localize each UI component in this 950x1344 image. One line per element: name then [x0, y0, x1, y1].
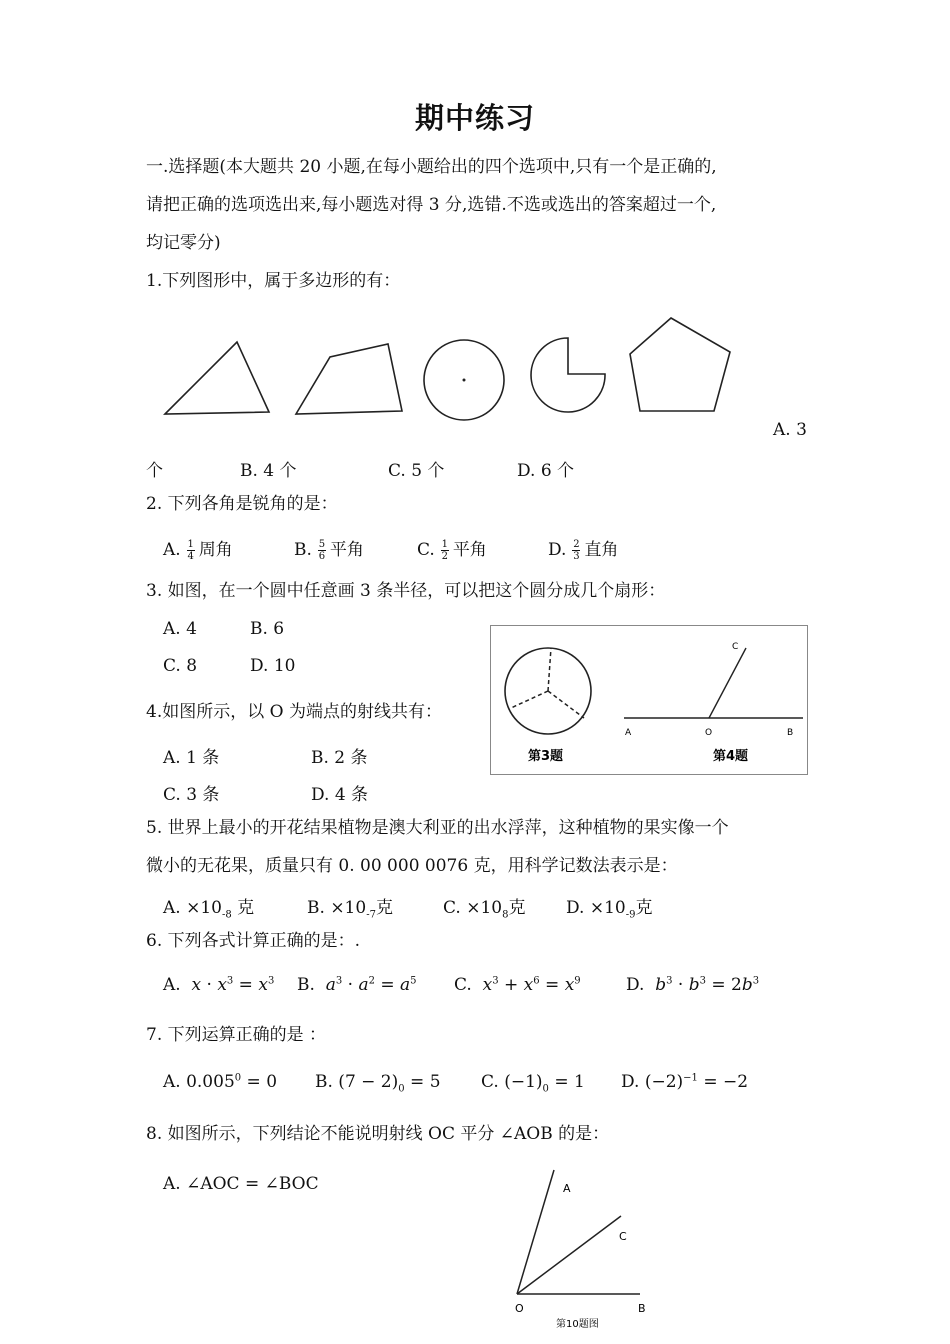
q7-option-a: A. $0.005^0 = 0$ — [163, 1072, 278, 1092]
q8-label-a: A — [563, 1182, 571, 1195]
q8-label-c: C — [619, 1230, 627, 1243]
q5-stem-line-2: 微小的无花果，质量只有 0. 00 000 0076 克，用科学记数法表示是： — [146, 856, 678, 876]
q4-label-o: O — [705, 728, 713, 738]
q3-stem: 3. 如图，在一个圆中任意画 3 条半径，可以把这个圆分成几个扇形： — [146, 581, 666, 601]
q3-q4-figures — [491, 626, 807, 774]
q3-figure-caption: 第3题 — [528, 749, 564, 764]
q5-option-d: D. $\times 10_{-9}$克 — [566, 898, 653, 921]
q7-stem: 7. 下列运算正确的是 ： — [146, 1025, 327, 1045]
section-intro-line-1: 一.选择题(本大题共 20 小题,在每小题给出的四个选项中,只有一个是正确的, — [146, 157, 717, 177]
circle-center-dot — [463, 379, 466, 382]
q5-stem-line-1: 5. 世界上最小的开花结果植物是澳大利亚的出水浮萍，这种植物的果实像一个 — [146, 818, 729, 838]
q4-option-b: B. 2 条 — [311, 748, 368, 768]
q3-option-a: A. 4 — [163, 619, 197, 639]
q8-label-b: B — [638, 1302, 646, 1315]
q4-label-a: A — [625, 728, 632, 738]
q3-option-c: C. 8 — [163, 656, 198, 676]
q5-option-c: C. $\times 10_8$克 — [443, 898, 526, 921]
q1-option-c: C. 5 个 — [388, 461, 445, 481]
q1-option-a-unit: 个 — [146, 461, 163, 481]
q6-stem: 6. 下列各式计算正确的是：. — [146, 931, 361, 951]
sector-shape — [531, 338, 605, 412]
q4-stem: 4.如图所示，以 O 为端点的射线共有： — [146, 702, 442, 722]
q8-angle-figure — [500, 1160, 670, 1344]
q8-figure-caption: 第10题图 — [556, 1319, 599, 1330]
q6-option-d: D. $b^3 \cdot b^3 = 2b^3$ — [626, 975, 760, 995]
q1-option-a: A. 3 — [773, 420, 807, 440]
q1-option-d: D. 6 个 — [517, 461, 575, 481]
q3-q4-figure-box — [490, 625, 808, 775]
q4-label-c: C — [732, 642, 739, 652]
q6-option-b: B. $a^3 \cdot a^2 = a^5$ — [297, 975, 417, 995]
q8-stem: 8. 如图所示，下列结论不能说明射线 OC 平分 ∠AOB 的是： — [146, 1124, 610, 1144]
section-intro-line-2: 请把正确的选项选出来,每小题选对得 3 分,选错.不选或选出的答案超过一个, — [146, 195, 717, 215]
q5-option-b: B. $\times 10_{-7}$克 — [307, 898, 393, 921]
q2-option-c: C. $\frac{1}{2}$ 平角 — [417, 539, 487, 562]
q7-option-d: D. $(-2)^{-1} = -2$ — [621, 1072, 749, 1092]
section-intro-line-3: 均记零分) — [146, 233, 221, 253]
q2-option-a: A. $\frac{1}{4}$ 周角 — [163, 539, 233, 562]
q2-stem: 2. 下列各角是锐角的是： — [146, 494, 338, 514]
q6-option-c: C. $x^3 + x^6 = x^9$ — [454, 975, 581, 995]
q4-label-b: B — [787, 728, 794, 738]
q1-stem: 1.下列图形中，属于多边形的有： — [146, 271, 401, 291]
q1-option-b: B. 4 个 — [240, 461, 297, 481]
quadrilateral-shape — [296, 344, 402, 414]
q1-shapes-figure — [150, 310, 750, 422]
q5-option-a: A. $\times 10_{-8}$ 克 — [163, 898, 255, 921]
q3-option-d: D. 10 — [250, 656, 296, 676]
q7-option-b: B. $(7 - 2)_0 = 5$ — [315, 1072, 441, 1095]
q4-figure-caption: 第4题 — [713, 749, 749, 764]
q8-option-a: A. ∠AOC = ∠BOC — [163, 1174, 319, 1194]
page-title: 期中练习 — [414, 101, 535, 135]
q6-option-a: A. $x \cdot x^3 = x^3$ — [163, 975, 275, 995]
q3-option-b: B. 6 — [250, 619, 285, 639]
q8-label-o: O — [515, 1302, 524, 1315]
q4-option-c: C. 3 条 — [163, 785, 220, 805]
q4-option-d: D. 4 条 — [311, 785, 369, 805]
triangle-shape — [165, 342, 269, 414]
pentagon-shape — [630, 318, 730, 411]
q2-option-b: B. $\frac{5}{6}$ 平角 — [294, 539, 364, 562]
q7-option-c: C. $(-1)_0 = 1$ — [481, 1072, 585, 1095]
q2-option-d: D. $\frac{2}{3}$ 直角 — [548, 539, 619, 562]
q4-option-a: A. 1 条 — [163, 748, 220, 768]
